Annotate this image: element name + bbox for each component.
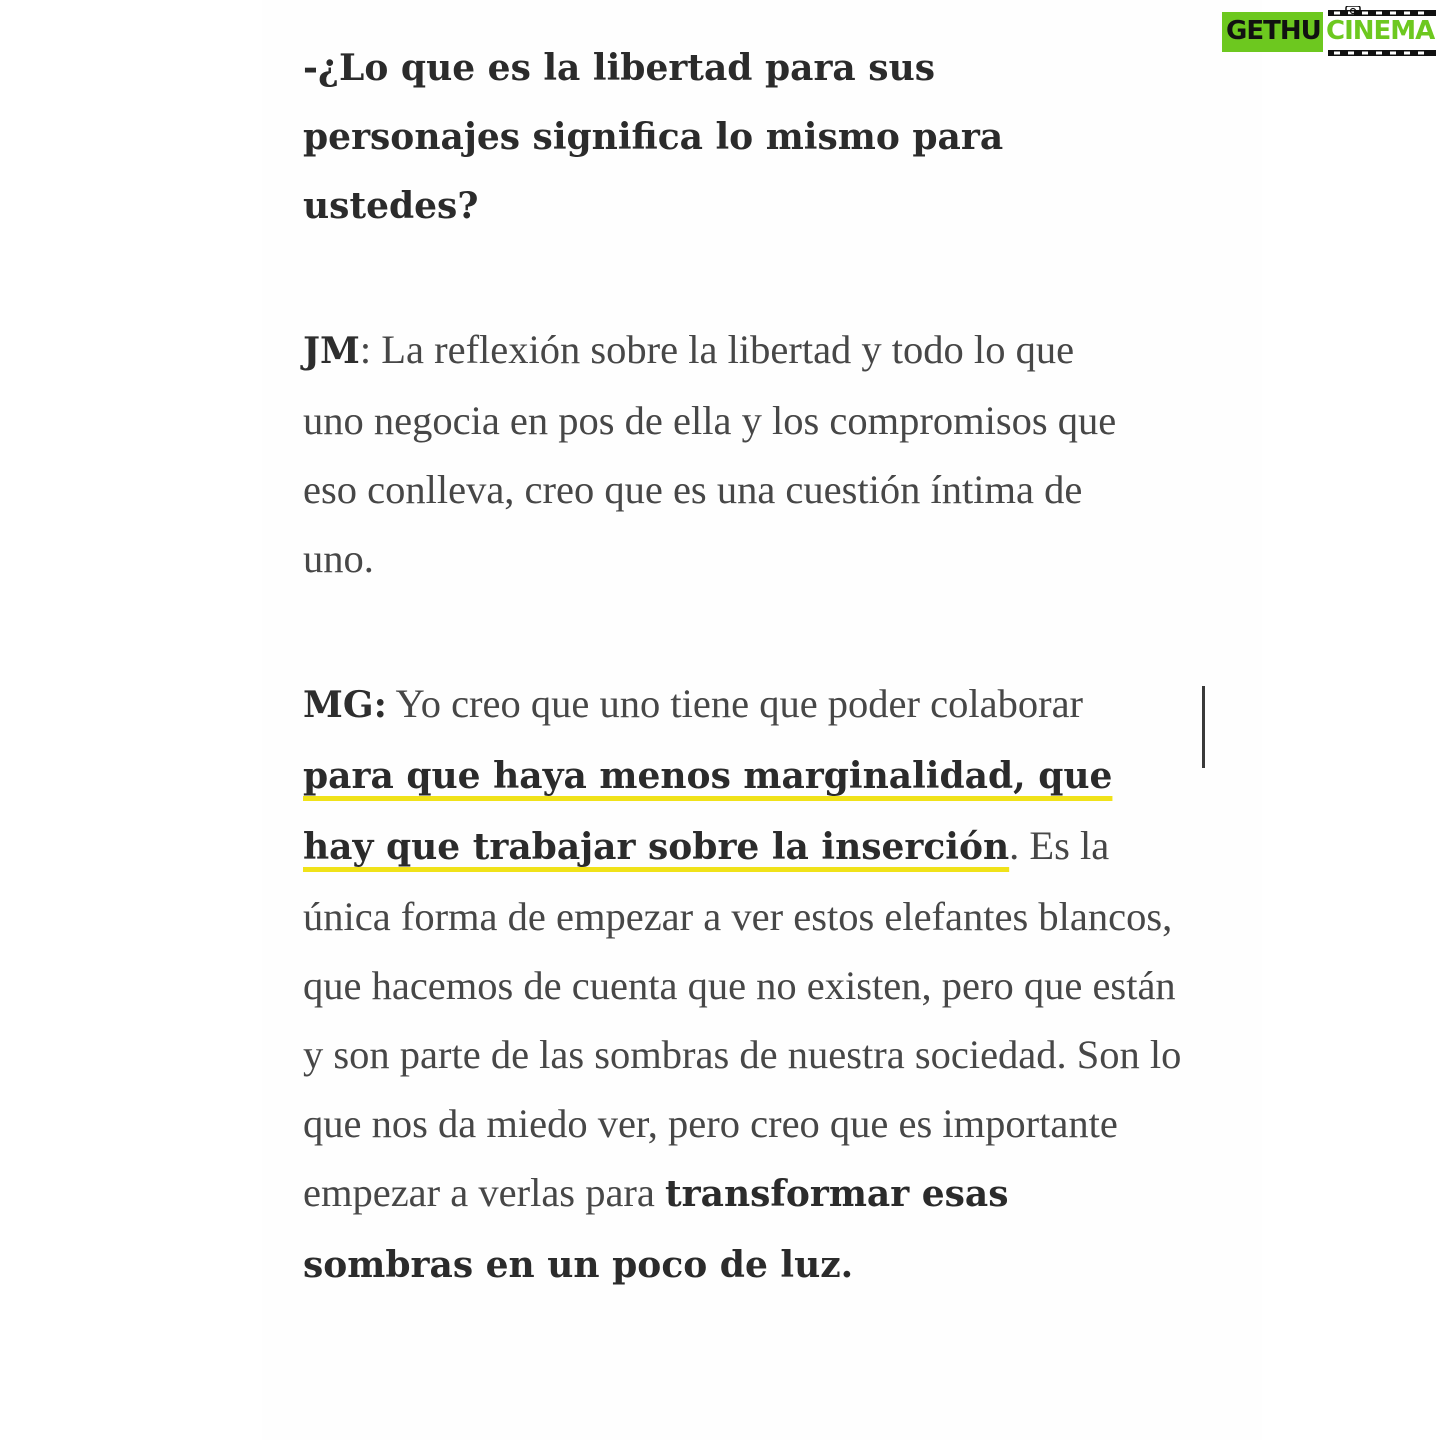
- watermark-brand-part1: GETHU: [1226, 16, 1321, 46]
- interview-question: -¿Lo que es la libertad para sus personajes significa lo mismo para ustedes?: [303, 47, 1004, 227]
- text-cursor: [1202, 686, 1205, 768]
- answer-mg: [303, 669, 1183, 1300]
- answer-mg-text-1: Yo creo que uno tiene que poder colaborar: [386, 681, 1084, 726]
- watermark-logo: [1222, 6, 1438, 58]
- speaker-jm: JM: [303, 330, 360, 372]
- speaker-mg: MG:: [303, 684, 387, 726]
- highlighted-passage: para que haya menos marginalidad, que hay que trabajar sobre la inserción: [303, 755, 1113, 868]
- watermark-brand-part2: CINEMA: [1326, 16, 1435, 46]
- article-body: [303, 34, 1203, 1300]
- emphasized-closing: transformar esas sombras en un poco de luz.: [303, 1173, 1009, 1286]
- answer-mg-text-2: . Es la única forma de empezar a ver estos elefantes blancos, que hacemos de cuenta que no existen, pero que están y son parte de las sombras de nuestra sociedad. Son lo que nos da miedo ver, pero creo que es importante empezar a verlas para: [303, 823, 1182, 1215]
- answer-jm: [303, 315, 1143, 593]
- answer-jm-text: : La reflexión sobre la libertad y todo lo que uno negocia en pos de ella y los compromisos que eso conlleva, creo que es una cuestión íntima de uno.: [303, 327, 1117, 581]
